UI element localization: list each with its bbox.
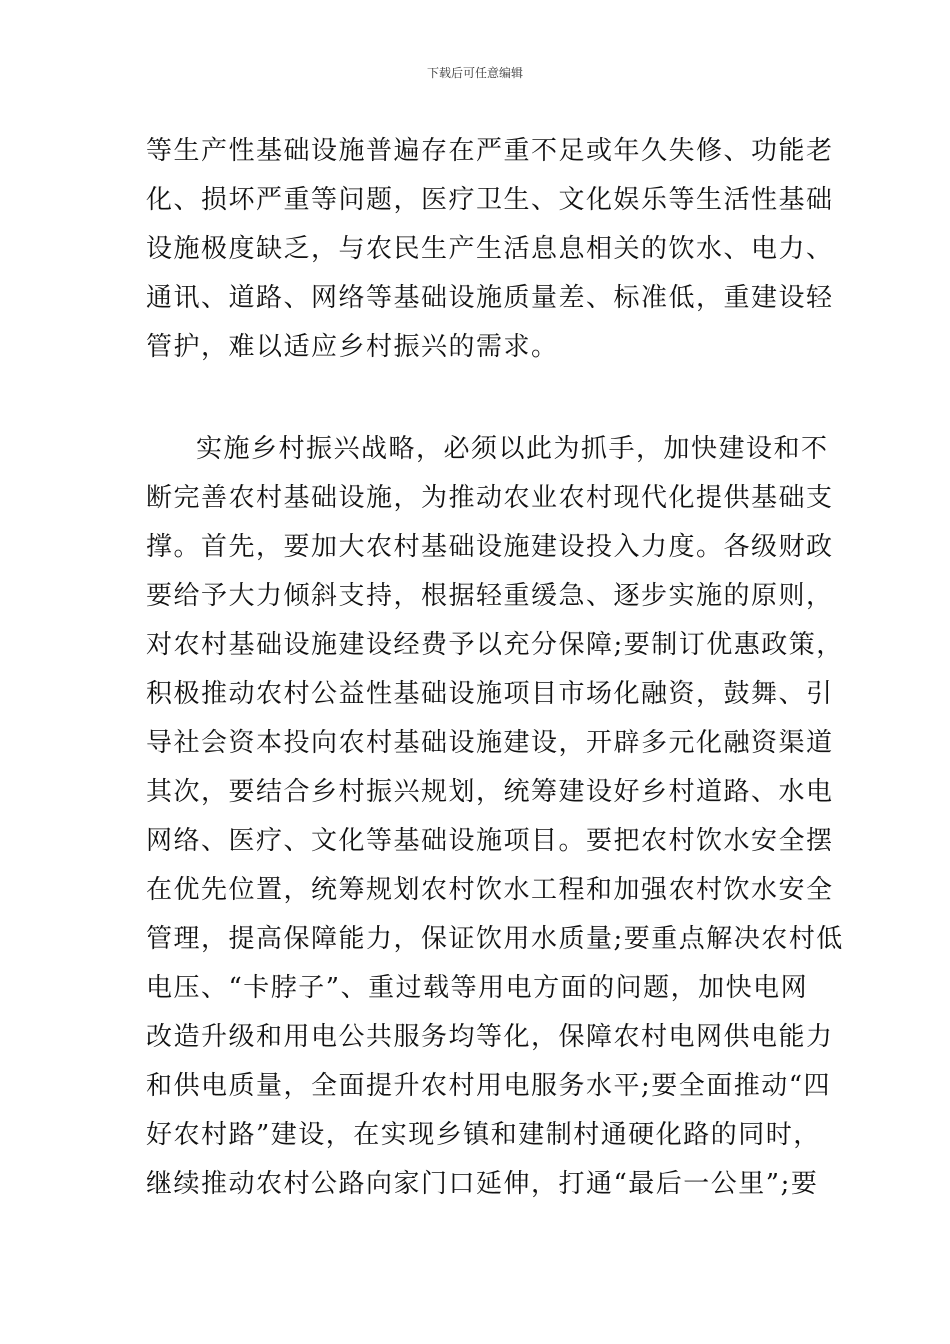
text-line: 化、损坏严重等问题，医疗卫生、文化娱乐等生活性基础 bbox=[146, 185, 834, 215]
text-line: 断完善农村基础设施，为推动农业农村现代化提供基础支 bbox=[146, 483, 834, 513]
text-line: 在优先位置，统筹规划农村饮水工程和加强农村饮水安全 bbox=[146, 875, 834, 905]
text-line: 积极推动农村公益性基础设施项目市场化融资，鼓舞、引 bbox=[146, 679, 834, 709]
text-line: 改造升级和用电公共服务均等化，保障农村电网供电能力 bbox=[146, 1022, 834, 1052]
text-line: 实施乡村振兴战略，必须以此为抓手，加快建设和不 bbox=[196, 434, 829, 464]
text-line: 设施极度缺乏，与农民生产生活息息相关的饮水、电力、 bbox=[146, 234, 834, 264]
text-line: 导社会资本投向农村基础设施建设，开辟多元化融资渠道 bbox=[146, 728, 834, 758]
text-line: 管护，难以适应乡村振兴的需求。 bbox=[146, 332, 559, 362]
text-line: 对农村基础设施建设经费予以充分保障;要制订优惠政策， bbox=[146, 630, 844, 660]
text-line: 继续推动农村公路向家门口延伸，打通“最后一公里”;要 bbox=[146, 1169, 819, 1199]
text-line: 网络、医疗、文化等基础设施项目。要把农村饮水安全摆 bbox=[146, 826, 834, 856]
text-line: 和供电质量，全面提升农村用电服务水平;要全面推动“四 bbox=[146, 1071, 832, 1101]
text-line: 等生产性基础设施普遍存在严重不足或年久失修、功能老 bbox=[146, 136, 834, 166]
text-line: 管理，提高保障能力，保证饮用水质量;要重点解决农村低 bbox=[146, 924, 844, 954]
text-line: 撑。首先，要加大农村基础设施建设投入力度。各级财政 bbox=[146, 532, 834, 562]
page-header: 下载后可任意编辑 bbox=[426, 66, 523, 80]
text-line: 好农村路”建设，在实现乡镇和建制村通硬化路的同时， bbox=[146, 1120, 821, 1150]
text-line: 通讯、道路、网络等基础设施质量差、标准低，重建设轻 bbox=[146, 283, 834, 313]
paragraph-2 bbox=[146, 425, 844, 1209]
paragraph-1 bbox=[146, 127, 834, 372]
text-line: 其次，要结合乡村振兴规划，统筹建设好乡村道路、水电 bbox=[146, 777, 834, 807]
text-line: 要给予大力倾斜支持，根据轻重缓急、逐步实施的原则， bbox=[146, 581, 834, 611]
text-line: 电压、“卡脖子”、重过载等用电方面的问题，加快电网 bbox=[146, 973, 809, 1003]
